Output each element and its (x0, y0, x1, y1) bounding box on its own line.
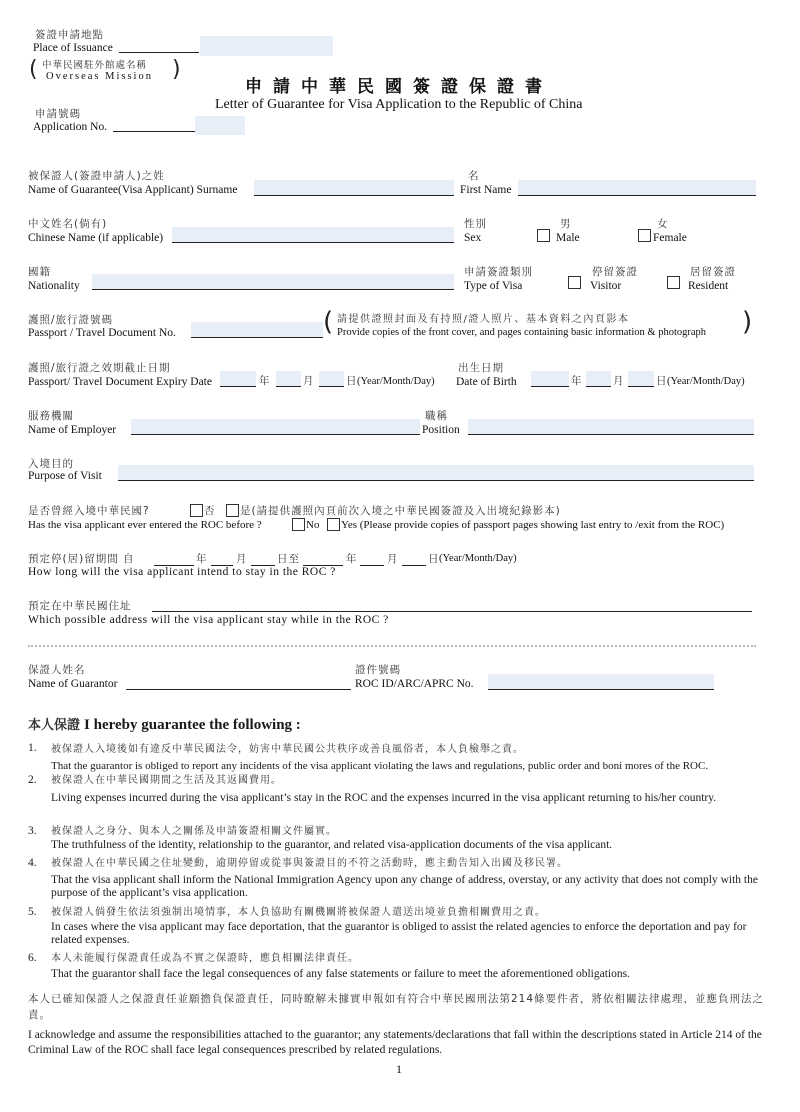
stay-label-zh: 預定停(居)留期間 自 (28, 553, 135, 565)
surname-underline (254, 195, 454, 196)
stay-to-month-unit: 月 (387, 553, 399, 565)
guarantor-underline (126, 689, 351, 690)
resident-label-en: Resident (688, 280, 729, 292)
page-number: 1 (396, 1062, 402, 1076)
stay-to-label: 日至 (277, 553, 300, 565)
employer-label-en: Name of Employer (28, 424, 117, 436)
item-en: That the guarantor is obliged to report any incidents of the visa applicant violating the laws and regulations, public order and boni mores of the ROC. (51, 760, 709, 772)
item-zh: 被保證人之身分、與本人之關係及申請簽證相關文件屬實。 (51, 826, 337, 837)
chinese-name-input[interactable] (172, 227, 454, 242)
employer-label-zh: 服務機關 (28, 410, 74, 422)
entered-no-checkbox[interactable] (292, 518, 305, 531)
female-checkbox[interactable] (638, 229, 651, 242)
expiry-year-input[interactable] (220, 371, 256, 386)
item-en: Living expenses incurred during the visa applicant’s stay in the ROC and the expenses incurred in the visa applicant returning to his/her country. (51, 792, 717, 804)
stay-label-en: How long will the visa applicant intend to stay in the ROC ? (28, 566, 336, 578)
item-zh: 被保證人在中華民國之住址變動，逾期停留或從事與簽證目的不符之活動時，應主動告知入出國及移民署。 (51, 858, 568, 869)
birth-day-unit: 日 (656, 375, 668, 387)
female-label-zh: 女 (657, 218, 669, 230)
firstname-label-en: First Name (460, 184, 512, 196)
entered-no-checkbox-zh[interactable] (190, 504, 203, 517)
passport-note-close-paren: ) (742, 307, 753, 337)
stay-from-year-unit: 年 (196, 553, 208, 565)
employer-underline (131, 434, 420, 435)
title-en: Letter of Guarantee for Visa Application to the Republic of China (215, 97, 583, 112)
item-en: The truthfulness of the identity, relationship to the guarantor, and related visa-application documents of the visa applicant. (51, 839, 613, 851)
item-en: That the visa applicant shall inform the National Immigration Agency upon any change of address, overstay, or any activity that does not comply with the purpose of the applicant’s visa application. (51, 874, 758, 899)
address-label-zh: 預定在中華民國住址 (28, 600, 132, 612)
birth-year-input[interactable] (531, 371, 569, 386)
acknowledgement-en: I acknowledge and assume the responsibilities attached to the guarantor; any statements/declarations that fall within the descriptions stated in Article 214 of the Criminal Law of the ROC shall face legal consequences prescribed by related regulations. (28, 1029, 762, 1056)
place-label-en: Place of Issuance (33, 42, 113, 54)
purpose-underline (118, 480, 754, 481)
entered-yes-en: Yes (Please provide copies of passport pages showing last entry to /exit from the ROC) (341, 519, 725, 531)
birth-year-underline (531, 386, 569, 387)
purpose-label-en: Purpose of Visit (28, 470, 102, 482)
title-zh: 申請中華民國簽證保證書 (245, 77, 553, 97)
item-number: 6. (28, 952, 37, 964)
birth-year-unit: 年 (571, 375, 583, 387)
stay-format-hint: (Year/Month/Day) (439, 553, 517, 564)
male-checkbox[interactable] (537, 229, 550, 242)
nationality-label-zh: 國籍 (28, 266, 51, 278)
passport-label-zh: 護照/旅行證號碼 (28, 314, 114, 326)
male-label-en: Male (556, 232, 580, 244)
employer-input[interactable] (131, 419, 420, 434)
position-label-en: Position (422, 424, 460, 436)
nationality-input[interactable] (92, 274, 454, 289)
firstname-underline (518, 195, 756, 196)
mission-label-zh: 中華民國駐外館處名稱 (42, 60, 148, 71)
purpose-label-zh: 入境目的 (28, 458, 74, 470)
firstname-label-zh: 名 (468, 170, 480, 182)
birth-month-underline (586, 386, 611, 387)
acknowledgement-zh: 本人已確知保證人之保證責任並願擔負保證責任，同時瞭解未據實申報如有符合中華民國刑法第214條要件者，將依相關法律處理，並應負刑法之責。 (28, 993, 765, 1021)
item-number: 5. (28, 906, 37, 918)
address-label-en: Which possible address will the visa applicant stay while in the ROC ? (28, 614, 389, 626)
birth-day-input[interactable] (628, 371, 654, 386)
visa-type-label-zh: 申請簽證類別 (464, 266, 533, 278)
guarantor-label-en: Name of Guarantor (28, 678, 118, 690)
chinese-name-underline (172, 242, 454, 243)
stay-from-month-unit: 月 (236, 553, 248, 565)
id-label-en: ROC ID/ARC/APRC No. (355, 678, 474, 690)
mission-open-paren: ( (29, 57, 38, 82)
guarantee-heading (28, 714, 301, 734)
place-input[interactable] (200, 36, 333, 56)
visitor-label-en: Visitor (590, 280, 622, 292)
stay-to-month-line (360, 565, 384, 566)
mission-label-en: Overseas Mission (46, 71, 153, 82)
entered-yes-checkbox-zh[interactable] (226, 504, 239, 517)
entered-no-zh: 否 (204, 505, 216, 517)
birth-label-en: Date of Birth (456, 376, 517, 388)
id-label-zh: 證件號碼 (355, 664, 401, 676)
expiry-day-unit: 日 (346, 375, 358, 387)
expiry-day-underline (319, 386, 344, 387)
stay-to-year-unit: 年 (346, 553, 358, 565)
surname-label-en: Name of Guarantee(Visa Applicant) Surname (28, 184, 238, 196)
section-divider (28, 645, 756, 647)
expiry-month-underline (276, 386, 301, 387)
item-zh: 本人未能履行保證責任或為不實之保證時，應負相關法律責任。 (51, 953, 359, 964)
item-zh: 被保證人入境後如有違反中華民國法令，妨害中華民國公共秩序或善良風俗者，本人負檢舉之責。 (51, 744, 524, 755)
entered-yes-zh: 是(請提供護照內頁前次入境之中華民國簽證及入出境紀錄影本) (240, 505, 561, 517)
expiry-month-input[interactable] (276, 371, 301, 386)
item-en: That the guarantor shall face the legal consequences of any false statements or failure to meet the aforementioned obligations. (51, 968, 630, 980)
position-input[interactable] (468, 419, 754, 434)
guarantee-heading-zh: 本人保證 (28, 718, 81, 733)
passport-note-open-paren: ( (323, 307, 334, 337)
chinese-name-label-zh: 中文姓名(倘有) (28, 218, 108, 230)
address-underline (152, 611, 752, 612)
entered-label-zh: 是否曾經入境中華民國? (28, 505, 150, 517)
resident-checkbox[interactable] (667, 276, 680, 289)
resident-label-zh: 居留簽證 (690, 266, 736, 278)
id-input[interactable] (488, 674, 714, 689)
expiry-year-underline (220, 386, 256, 387)
id-underline (488, 689, 714, 690)
item-zh: 被保證人倘發生依法須強制出境情事，本人負協助有關機關將被保證人遣送出境並負擔相關費用之責。 (51, 907, 546, 918)
guarantor-label-zh: 保證人姓名 (28, 664, 86, 676)
item-en: In cases where the visa applicant may face deportation, that the guarantor is obliged to assist the related agencies to enforce the deportation and pay for related expenses. (51, 921, 747, 946)
nationality-underline (92, 289, 454, 290)
stay-to-day-unit: 日 (428, 553, 440, 565)
passport-underline (191, 337, 323, 338)
entered-label-en: Has the visa applicant ever entered the ROC before ? (28, 519, 262, 531)
entered-no-en: No (306, 519, 320, 531)
expiry-format-hint: (Year/Month/Day) (357, 376, 435, 387)
item-number: 4. (28, 857, 37, 869)
guarantee-heading-en: I hereby guarantee the following : (84, 717, 301, 733)
appno-input[interactable] (195, 116, 245, 135)
expiry-label-en: Passport/ Travel Document Expiry Date (28, 376, 212, 388)
appno-label-en: Application No. (33, 121, 108, 133)
birth-label-zh: 出生日期 (458, 362, 504, 374)
item-number: 3. (28, 825, 37, 837)
birth-format-hint: (Year/Month/Day) (667, 376, 745, 387)
chinese-name-label-en: Chinese Name (if applicable) (28, 232, 164, 244)
birth-month-unit: 月 (613, 375, 625, 387)
item-number: 1. (28, 742, 37, 754)
male-label-zh: 男 (560, 218, 572, 230)
birth-month-input[interactable] (586, 371, 611, 386)
appno-underline (113, 131, 195, 132)
passport-input[interactable] (191, 322, 323, 337)
surname-label-zh: 被保證人(簽證申請人)之姓 (28, 170, 165, 182)
mission-close-paren: ) (172, 57, 181, 82)
item-zh: 被保證人在中華民國期間之生活及其返國費用。 (51, 775, 282, 786)
expiry-label-zh: 護照/旅行證之效期截止日期 (28, 362, 171, 374)
appno-label-zh: 申請號碼 (35, 108, 81, 120)
sex-label-zh: 性別 (464, 218, 487, 230)
surname-input[interactable] (254, 180, 454, 195)
sex-label-en: Sex (464, 232, 482, 244)
place-label-zh: 簽證申請地點 (35, 29, 104, 41)
passport-note-en: Provide copies of the front cover, and pages containing basic information & photograph (337, 327, 707, 338)
stay-to-day-line (402, 565, 426, 566)
expiry-month-unit: 月 (303, 375, 315, 387)
visa-type-label-en: Type of Visa (464, 280, 523, 292)
position-underline (468, 434, 754, 435)
expiry-year-unit: 年 (259, 375, 271, 387)
passport-note-zh: 請提供證照封面及有持照/證人照片、基本資料之內頁影本 (337, 314, 630, 325)
place-underline (119, 52, 199, 53)
item-number: 2. (28, 774, 37, 786)
birth-day-underline (628, 386, 654, 387)
entered-yes-checkbox[interactable] (327, 518, 340, 531)
purpose-input[interactable] (118, 465, 754, 480)
nationality-label-en: Nationality (28, 280, 80, 292)
firstname-input[interactable] (518, 180, 756, 195)
expiry-day-input[interactable] (319, 371, 344, 386)
female-label-en: Female (653, 232, 687, 244)
visitor-label-zh: 停留簽證 (592, 266, 638, 278)
passport-label-en: Passport / Travel Document No. (28, 327, 176, 339)
visitor-checkbox[interactable] (568, 276, 581, 289)
position-label-zh: 職稱 (425, 410, 448, 422)
